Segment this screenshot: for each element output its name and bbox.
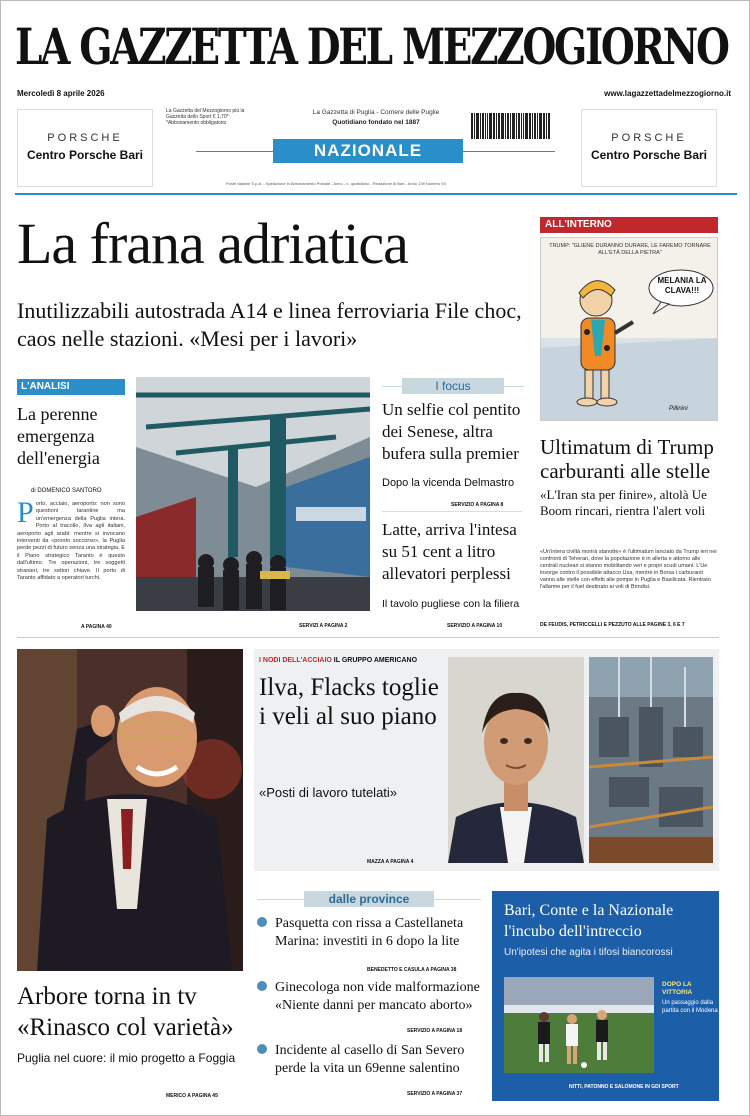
province-item-text: Incidente al casello di San Severo perde la vita un 69enne salentino xyxy=(275,1043,465,1076)
cartoon-bubble: MELANIA LA CLAVA!!! xyxy=(657,276,707,295)
focus-item2-ref[interactable]: SERVIZIO A PAGINA 10 xyxy=(447,623,503,629)
lead-page-ref[interactable]: SERVIZI A PAGINA 2 xyxy=(299,623,348,629)
bari-headline[interactable]: Bari, Conte e la Nazionale l'incubo dell'intreccio xyxy=(504,902,674,940)
province-item[interactable] xyxy=(257,915,487,949)
province-rule-left xyxy=(257,899,304,900)
ilva-kicker-black: IL GRUPPO AMERICANO xyxy=(333,657,418,664)
province-item-text: Pasquetta con rissa a Castellaneta Marina: investiti in 6 dopo la lite xyxy=(275,916,464,949)
arbore-drawing xyxy=(17,649,243,971)
postal-print: Poste Italiane S.p.A. - Spedizione in Abbonamento Postale - Anno - n. quotidiano - Redazione di Bari - Anno 139 Numero 93 xyxy=(226,181,446,186)
flacks-drawing xyxy=(448,657,584,863)
bullet-icon xyxy=(257,981,267,991)
province-item[interactable] xyxy=(257,1042,487,1076)
province-item-ref[interactable]: SERVIZIO A PAGINA 18 xyxy=(407,1028,463,1034)
website-link[interactable]: www.lagazzettadelmezzogiorno.it xyxy=(604,89,731,98)
bari-subhead: Un'ipotesi che agita i tifosi biancorossi xyxy=(504,947,673,958)
ad-porsche-right[interactable] xyxy=(581,109,717,187)
lead-headline[interactable]: La frana adriatica xyxy=(17,211,408,276)
cartoon-caption: TRUMP: "GLIENE DURANNO DURARE, LE FAREMO TORNARE ALL'ETÀ DELLA PIETRA" xyxy=(549,243,711,256)
arbore-subhead: Puglia nel cuore: il mio progetto a Foggia xyxy=(17,1051,236,1065)
section-rule-left xyxy=(196,151,273,152)
ad-name: Centro Porsche Bari xyxy=(26,148,144,162)
bari-side-text: Un passaggio dalla partita con il Modena xyxy=(662,1000,718,1014)
price-notes: La Gazzetta del Mezzogiorno più la Gazzetta dello Sport € 1,70* *Abbonamento obbligatorio xyxy=(166,108,245,126)
edition-subtitle: La Gazzetta di Puglia - Corriere delle Puglie xyxy=(312,109,440,116)
ad-name: Centro Porsche Bari xyxy=(590,148,708,162)
province-item-text: Ginecologa non vide malformazione «Niente danni per mancato aborto» xyxy=(275,980,480,1013)
bullet-icon xyxy=(257,917,267,927)
analisi-text: orto, acciaio, aeroporto: non sono questioni tarantine ma un'emergenza della Puglia intera. Porto al tracollo, Ilva agli italiani, aeroporto agli arabi: mentre si invocano interventi da «pronto soccorso», la Puglia perde pezzi di futuro senza una strategia. E il Piano strategico Taranto è questo dall'ultimo. Tre operazioni, tre soggetti stranieri, tre settori chiave. Il porto di Taranto affidato a operatori turchi. xyxy=(17,501,125,582)
province-item-ref[interactable]: SERVIZIO A PAGINA 37 xyxy=(407,1091,463,1097)
plant-drawing xyxy=(589,657,713,863)
drop-cap: P xyxy=(17,496,34,529)
province-label: dalle province xyxy=(304,891,434,907)
issue-date: Mercoledì 8 aprile 2026 xyxy=(17,89,105,98)
steel-plant-photo[interactable] xyxy=(589,657,713,863)
focus-divider xyxy=(382,511,522,512)
arbore-headline[interactable]: Arbore torna in tv «Rinasco col varietà» xyxy=(17,983,234,1041)
focus-item1-sub: Dopo la vicenda Delmastro xyxy=(382,477,515,489)
barcode-icon xyxy=(471,113,563,139)
lead-subhead: Inutilizzabili autostrada A14 e linea ferroviaria File choc, caos nelle stazioni. «Mesi per i lavori» xyxy=(17,298,522,351)
masthead-title[interactable]: LA GAZZETTA DEL MEZZOGIORNO xyxy=(15,17,728,76)
focus-item2-headline[interactable]: Latte, arriva l'intesa su 51 cent a litro allevatori perplessi xyxy=(382,520,517,583)
ilva-subhead: «Posti di lavoro tutelati» xyxy=(259,785,398,800)
focus-item1-ref[interactable]: SERVIZIO A PAGINA 8 xyxy=(451,502,504,508)
arbore-page-ref[interactable]: MERICO A PAGINA 45 xyxy=(166,1093,218,1099)
ad-porsche-left[interactable] xyxy=(17,109,153,187)
ad-brand: PORSCHE xyxy=(611,132,687,144)
bari-page-ref[interactable]: NITTI, PATONNO E SALOMONE IN GDI SPORT xyxy=(569,1084,679,1090)
ilva-page-ref[interactable]: MAZZA A PAGINA 4 xyxy=(367,859,414,865)
trump-headline[interactable]: Ultimatum di Trump carburanti alle stelle xyxy=(540,435,714,483)
analisi-author: di DOMENICO SANTORO xyxy=(31,488,102,494)
ad-brand: PORSCHE xyxy=(47,132,123,144)
station-drawing xyxy=(136,377,370,611)
flacks-photo[interactable] xyxy=(448,657,584,863)
football-photo[interactable] xyxy=(504,977,654,1073)
province-item[interactable] xyxy=(257,979,487,1013)
focus-label: I focus xyxy=(402,378,504,394)
interno-label: ALL'INTERNO xyxy=(540,217,718,233)
province-rule-right xyxy=(434,899,481,900)
section-rule-right xyxy=(463,151,555,152)
ilva-kicker xyxy=(259,657,417,664)
analisi-page-ref[interactable]: A PAGINA 40 xyxy=(81,624,112,630)
ilva-headline[interactable]: Ilva, Flacks toglie i veli al suo piano xyxy=(259,674,439,730)
focus-item2-sub: Il tavolo pugliese con la filiera xyxy=(382,598,520,610)
analisi-label: L'ANALISI xyxy=(17,379,125,395)
station-photo[interactable] xyxy=(136,377,370,611)
focus-rule-left xyxy=(382,386,402,387)
bullet-icon xyxy=(257,1044,267,1054)
cartoon-signature: Pillinini xyxy=(669,406,688,412)
football-drawing xyxy=(504,977,654,1073)
province-item-ref[interactable]: BENEDETTO E CASULA A PAGINA 38 xyxy=(367,967,457,973)
masthead-rule xyxy=(15,193,737,195)
edition-section-badge[interactable]: NAZIONALE xyxy=(273,139,463,163)
trump-page-ref[interactable]: DE FEUDIS, PETRICCELLI E PEZZUTO ALLE PAGINE 3, 6 E 7 xyxy=(540,622,685,628)
focus-rule-right xyxy=(504,386,524,387)
edition-founded: Quotidiano fondato nel 1887 xyxy=(332,119,420,126)
cartoon-drawing xyxy=(541,238,718,421)
trump-body: «Un'intera civiltà morirà stanotte» è l'ultimatum lanciato da Trump ieri nei confronti di Teheran, dove la popolazione è in allerta e attorno alle centrali nucleari si stanno mobilitando veri e propri scudi umani. L'Ue insorge contro il possibile attacco Usa, mentre in Borsa i carburanti vanno alle stelle con effetti alle pompe in Puglia e Basilicata. Rientrato l'allarme per il fuel destinato ai voli di Brindisi. xyxy=(540,549,717,590)
cartoon-image[interactable] xyxy=(540,237,718,421)
analisi-headline[interactable]: La perenne emergenza dell'energia xyxy=(17,404,100,468)
bari-kicker: DOPO LA VITTORIA xyxy=(662,981,693,996)
ilva-kicker-red: I NODI DELL'ACCIAIO xyxy=(259,657,332,664)
section-divider xyxy=(17,637,719,638)
focus-item1-headline[interactable]: Un selfie col pentito dei Senese, altra bufera sulla premier xyxy=(382,400,521,463)
analisi-body xyxy=(17,496,125,582)
arbore-photo[interactable] xyxy=(17,649,243,971)
trump-subhead: «L'Iran sta per finire», altolà Ue Boom rincari, rientra l'alert voli xyxy=(540,487,707,518)
